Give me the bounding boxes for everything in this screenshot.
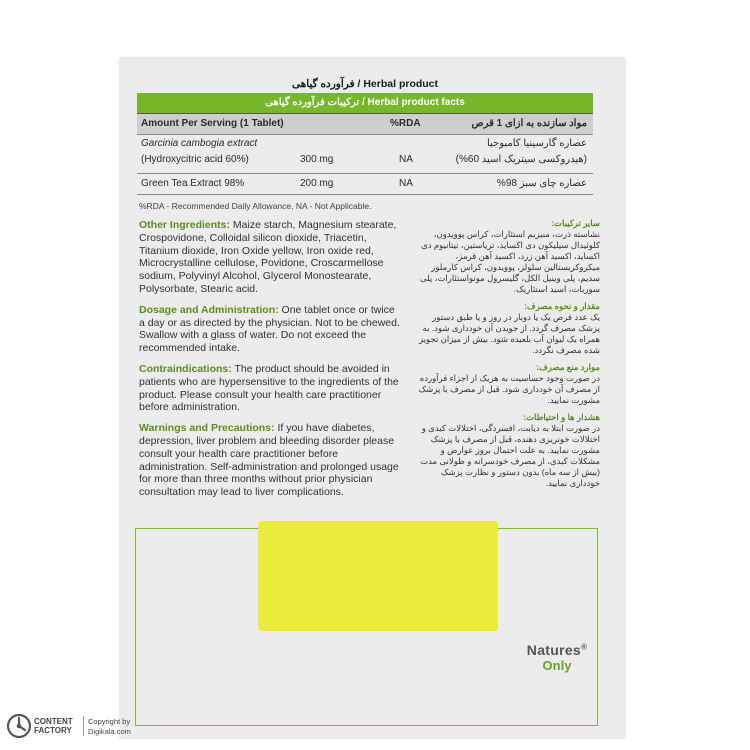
facts-title-bar: ترکیبات فرآورده گیاهی / Herbal product facts [137,93,593,113]
header-rda: %RDA [390,118,421,129]
facts-section [137,76,593,195]
dosage-heading: Dosage and Administration: [139,303,279,316]
ingredient-rda: NA [399,178,413,189]
header-persian: مواد سازنده به ازای 1 قرص [471,118,587,129]
other-ingredients-fa-heading: سایر ترکیبات: [551,218,600,228]
registered-mark: ® [581,642,588,652]
other-ingredients-paragraph [139,219,401,296]
dosage-fa-heading: مقدار و نحوه مصرف: [524,301,600,311]
dosage-paragraph [139,304,401,355]
persian-description [412,218,600,495]
table-header-row [137,114,593,135]
yellow-label-sticker [258,521,498,631]
watermark-line2: FACTORY [34,726,72,735]
table-row [137,135,593,174]
dosage-fa-text: یک عدد قرص یک یا دوبار در روز و یا طبق دستور پزشک مصرف گردد. از جویدن آن خودداری شود. به همراه یک لیوان آب بلعیده شود. بیش از میزان تجویز شده مصرف نگردد. [418,312,600,355]
english-description [139,219,401,507]
dosage-fa-paragraph [412,301,600,356]
watermark-copy2: Digikala.com [88,726,131,736]
ingredient-name-fa: عصاره چای سبز 98% [496,178,587,189]
watermark-copyright [88,717,131,736]
contraindications-paragraph [139,363,401,414]
ingredient-subname-en: (Hydroxycitric acid 60%) [141,154,249,165]
contraindications-fa-heading: موارد منع مصرف: [536,362,600,372]
header-amount: Amount Per Serving (1 Tablet) [141,118,284,129]
ingredient-name-en: Green Tea Extract 98% [141,178,245,189]
ingredient-name-en: Garcinia cambogia extract [141,138,258,149]
other-ingredients-text: Maize starch, Magnesium stearate, Crospovidone, Colloidal silicon dioxide, Triacetin, Titanium dioxide, Iron Oxide yellow, Iron oxide red, Microcrystalline cellulose, Povidone, Croscarmellose sodium, Polyvinyl Alcohol, Glycerol Monostearate, Polysorbate, Stearic acid. [139,219,397,295]
watermark-line1: CONTENT [34,717,73,726]
table-row [137,174,593,195]
contraindications-fa-text: در صورت وجود حساسیت به هریک از اجزاء فرآورده از مصرف آن خودداری شود. قبل از مصرف با پزشک مشورت نمایید. [418,373,600,405]
ingredient-name-fa: عصاره گارسینیا کامبوجیا [486,138,587,149]
dosage-text: One tablet once or twice a day or as directed by the physician. Not to be chewed. Swallow with a glass of water. Do not exceed the recommended intake. [139,303,400,355]
ingredient-amount: 200 mg [300,178,334,189]
warnings-text: If you have diabetes, depression, liver problem and bleeding disorder please consult your health care practitioner before administration. Self-administration and prolonged usage for more than three months without prior physician consultation may lead to liver complications. [139,422,399,499]
other-ingredients-heading: Other Ingredients: [139,219,231,231]
warnings-paragraph [139,422,401,499]
facts-table [137,113,593,195]
watermark-brand [34,717,73,735]
brand-tagline: Only [542,658,572,673]
contraindications-fa-paragraph [412,362,600,406]
ingredient-subname-fa: (هیدروکسی سیتریک اسید 60%) [455,154,587,165]
panel-title: فرآورده گیاهی / Herbal product [291,78,439,90]
other-ingredients-fa-paragraph [412,218,600,295]
other-ingredients-fa-text: نشاسته ذرت، منیزیم استئارات، کراس پوویدون، کلوئیدال سیلیکون دی اکساید، تریاستین، تیتانیوم دی اکساید، اکسید آهن زرد، اکسید آهن قرمز، میکروکریستالین سلولز، پوویدون، کراس کارملوز سدیم، پلی وینیل الکل، گلیسرول مونواستئارات، پلی سوربات، اسید استئاریک. [419,229,600,294]
natures-only-logo [502,642,612,673]
warnings-fa-heading: هشدار ها و احتیاطات: [523,412,600,422]
contraindications-heading: Contraindications: [139,362,232,375]
brand-name: Natures [526,642,582,658]
warnings-fa-paragraph [412,412,600,489]
watermark-divider [83,716,84,736]
product-box-panel [120,58,625,738]
warnings-fa-text: در صورت ابتلا به دیابت، افسردگی، اختلالات کبدی و اختلالات خونریزی دهنده، قبل از مصرف با پزشک مشورت نمایید. به علت احتمال بروز عوارض و مشکلات کبدی، از مصرف خودسرانه و طولانی مدت (بیش از سه ماه) بدون دستور و نظارت پزشک خودداری نمایید. [420,423,600,488]
ingredient-amount: 300 mg [300,154,334,165]
warnings-heading: Warnings and Precautions: [139,422,275,435]
watermark-copy1: Copyright by [88,717,131,726]
content-factory-logo-icon [6,713,32,739]
rda-footnote: %RDA - Recommended Daily Allowance, NA - Not Applicable. [139,201,372,211]
contraindications-text: The product should be avoided in patients who are hypersensitive to the ingredients of the product. Please consult your health care practitioner before administration. [139,362,399,414]
ingredient-rda: NA [399,154,413,165]
